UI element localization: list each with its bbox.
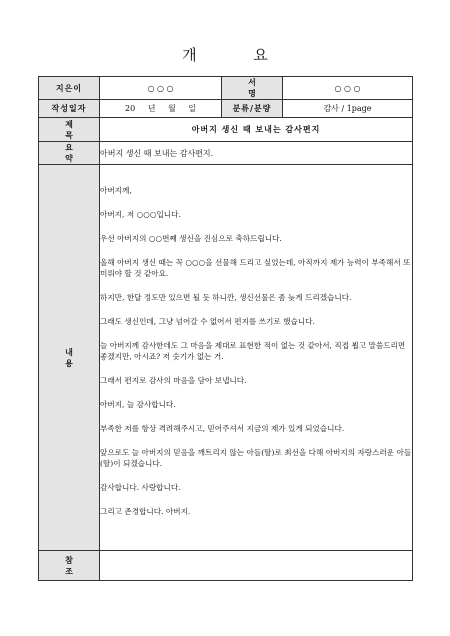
page-title: 개 요 (182, 46, 294, 64)
row-content (39, 165, 413, 551)
reference-label: 참 조 (39, 551, 100, 581)
subject-label: 제 목 (39, 118, 100, 142)
signature-value: ○ ○ ○ (283, 77, 413, 100)
category-value: 감사 / 1page (283, 100, 413, 118)
date-value: 20 년 월 일 (100, 100, 222, 118)
content-body (100, 165, 413, 551)
letter-paragraph: 감사합니다. 사랑합니다. (100, 483, 181, 492)
letter-paragraph: 부족한 저를 항상 격려해주시고, 믿어주셔서 지금의 제가 있게 되었습니다. (100, 424, 345, 433)
row-author (39, 77, 413, 100)
row-subject (39, 118, 413, 142)
summary-form-table (38, 76, 413, 581)
letter-paragraph: 아버지, 저 ○○○입니다. (100, 210, 181, 219)
content-label: 내 용 (39, 165, 100, 551)
author-label: 지은이 (39, 77, 100, 100)
row-reference (39, 551, 413, 581)
subject-value: 아버지 생신 때 보내는 감사편지 (100, 118, 413, 142)
letter-paragraph: 그래서 편지로 감사의 마음을 담아 보냅니다. (100, 376, 247, 385)
letter-paragraph: 아버지께, (100, 186, 132, 195)
letter-paragraph: 아버지, 늘 감사합니다. (100, 400, 176, 409)
letter-paragraph: 우선 아버지의 ○○번째 생신을 진심으로 축하드립니다. (100, 234, 282, 243)
letter-paragraph: 그리고 존경합니다. 아버지. (100, 507, 191, 516)
row-summary (39, 142, 413, 165)
letter-paragraph: 앞으로도 늘 아버지의 믿음을 깨트리지 않는 아들(딸)로 최선을 다해 아버지의 자랑스러운 아들(딸)이 되겠습니다. (100, 448, 412, 468)
letter-paragraph: 올해 아버지 생신 때는 꼭 ○○○을 선물해 드리고 싶었는데, 아직까지 제가 능력이 부족해서 또 미뤄야 할 것 같아요. (100, 258, 411, 278)
letter-paragraph: 그래도 생신인데, 그냥 넘어갈 수 없어서 편지를 쓰기로 했습니다. (100, 317, 315, 326)
signature-label: 서 명 (222, 77, 283, 100)
author-value: ○ ○ ○ (100, 77, 222, 100)
letter-paragraph: 하지만, 한달 정도만 있으면 될 듯 하니깐, 생신선물은 좀 늦게 드리겠습니다. (100, 293, 352, 302)
summary-value: 아버지 생신 때 보내는 감사편지. (100, 142, 413, 165)
reference-value (100, 551, 413, 581)
summary-label: 요 약 (39, 142, 100, 165)
letter-paragraph: 늘 아버지께 감사한데도 그 마음을 제대로 표현한 적이 없는 것 같아서, 직접 뵙고 말씀드리면 좋겠지만, 아시죠? 저 숫기가 없는 거. (100, 341, 406, 361)
date-label: 작성일자 (39, 100, 100, 118)
category-label: 분류/분량 (222, 100, 283, 118)
row-date (39, 100, 413, 118)
